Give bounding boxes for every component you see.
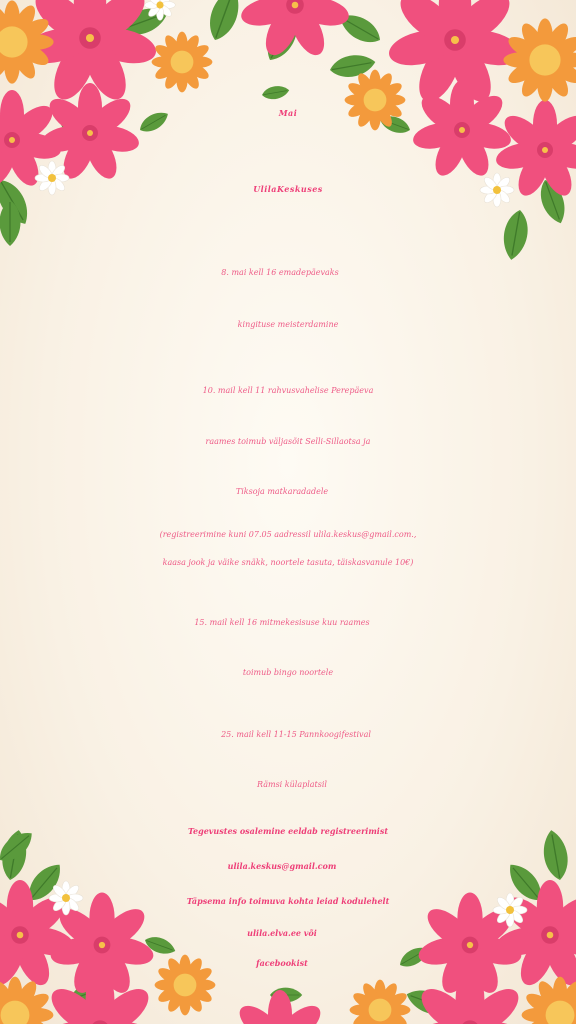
footer-email: ulila.keskus@gmail.com: [227, 861, 337, 871]
event-2-line-2: raames toimub väljasõit Selli-Sillaotsa ja: [205, 437, 371, 446]
footer-line-3: Täpsema info toimuva kohta leiad kodulehelt: [186, 896, 390, 906]
footer-line-1: Tegevustes osalemine eeldab registreerimist: [187, 826, 389, 836]
event-1-line-1: 8. mai kell 16 emadepäevaks: [221, 268, 339, 277]
footer-facebook: facebookist: [256, 958, 308, 968]
event-2-note-line-1: (registreerimine kuni 07.05 aadressil ulila.keskus@gmail.com.,: [159, 530, 417, 539]
title-month: Mai: [278, 108, 298, 118]
event-4-line-1: 25. mail kell 11-15 Pannkoogifestival: [221, 730, 371, 739]
title-venue: UlilaKeskuses: [253, 184, 323, 194]
event-4-line-2: Rämsi külaplatsil: [257, 780, 327, 789]
event-2-line-1: 10. mail kell 11 rahvusvahelise Perepäeva: [202, 386, 374, 395]
event-3-line-2: toimub bingo noortele: [242, 668, 334, 677]
event-2-line-3: Tiksoja matkaradadele: [235, 487, 329, 496]
event-1-line-2: kingituse meisterdamine: [237, 320, 339, 329]
event-2-note-line-2: kaasa jook ja väike snäkk, noortele tasuta, täiskasvanule 10€): [162, 558, 414, 567]
footer-website: ulila.elva.ee või: [247, 928, 317, 938]
event-3-line-1: 15. mail kell 16 mitmekesisuse kuu raames: [194, 618, 370, 627]
